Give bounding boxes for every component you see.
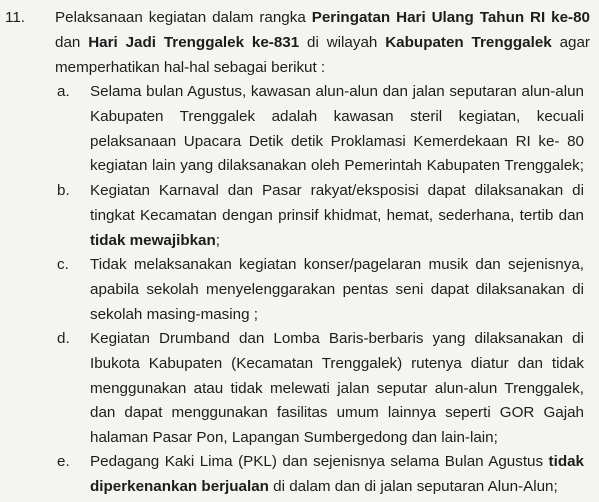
item-line [90, 450, 584, 475]
item-line: Selama bulan Agustus, kawasan alun-alun dan jalan seputaran alun-alun [90, 83, 584, 100]
item-line: menggunakan atau tidak melewati jalan seputar alun-alun Trenggalek, [90, 379, 584, 397]
item-line: Tidak melaksanakan kegiatan konser/pagelaran musik dan sejenisnya, [90, 256, 584, 273]
intro-text: dan [55, 33, 89, 51]
item-line: Ibukota Kabupaten (Kecamatan Trenggalek) rutenya diatur dan tidak [90, 354, 584, 372]
item-body [90, 80, 584, 179]
item-body [90, 327, 584, 451]
item-letter: c. [57, 256, 69, 273]
intro-line-3: memperhatikan hal-hal sebagai berikut : [55, 58, 326, 76]
item-line [90, 229, 584, 254]
intro-bold-region: Kabupaten Trenggalek [385, 33, 552, 51]
intro-line-1 [55, 6, 590, 31]
item-line: tingkat Kecamatan dengan prinsif khidmat, hemat, sederhana, tertib dan [90, 206, 584, 224]
item-line: pelaksanaan Upacara Detik detik Proklamasi Kemerdekaan RI ke- 80 [90, 132, 584, 150]
item-text: Pedagang Kaki Lima (PKL) dan sejenisnya selama Bulan Agustus [90, 453, 549, 470]
item-line [90, 475, 584, 500]
item-bold-text: tidak mewajibkan [90, 231, 216, 249]
item-line: Kabupaten Trenggalek adalah kawasan steril kegiatan, kecuali [90, 107, 584, 125]
intro-text: Pelaksanaan kegiatan dalam rangka [55, 9, 312, 26]
item-line: halaman Pasar Pon, Lapangan Sumbergedong dan lain-lain; [90, 429, 498, 447]
item-text: di dalam dan di jalan seputaran Alun-Alun; [268, 477, 558, 495]
item-line: Kegiatan Drumband dan Lomba Baris-berbaris yang dilaksanakan di [90, 330, 584, 347]
item-bold-text: tidak [548, 453, 584, 470]
section-intro [55, 6, 590, 80]
item-line: Kegiatan Karnaval dan Pasar rakyat/eksposisi dapat dilaksanakan di [90, 182, 584, 199]
intro-line-2 [55, 31, 590, 56]
intro-text: agar [551, 33, 590, 51]
item-line: sekolah masing-masing ; [90, 305, 258, 323]
item-line: apabila sekolah menyelenggarakan pentas seni dapat dilaksanakan di [90, 280, 584, 298]
item-letter: e. [57, 453, 70, 470]
intro-bold-anniversary: Hari Jadi Trenggalek ke-831 [88, 33, 300, 51]
item-text: ; [215, 231, 220, 249]
item-body [90, 450, 584, 500]
item-letter: b. [57, 182, 70, 199]
section-number: 11. [5, 9, 25, 26]
item-body [90, 253, 584, 327]
intro-text: di wilayah [299, 33, 386, 51]
item-bold-text: diperkenankan berjualan [90, 477, 269, 495]
item-line: dan dapat menggunakan fasilitas umum lainnya seperti GOR Gajah [90, 404, 584, 422]
item-letter: a. [57, 83, 70, 100]
item-letter: d. [57, 330, 70, 347]
intro-bold-event: Peringatan Hari Ulang Tahun RI ke-80 [311, 9, 590, 26]
item-body [90, 179, 584, 253]
item-line: kegiatan lain yang dilaksanakan oleh Pemerintah Kabupaten Trenggalek; [90, 157, 584, 175]
